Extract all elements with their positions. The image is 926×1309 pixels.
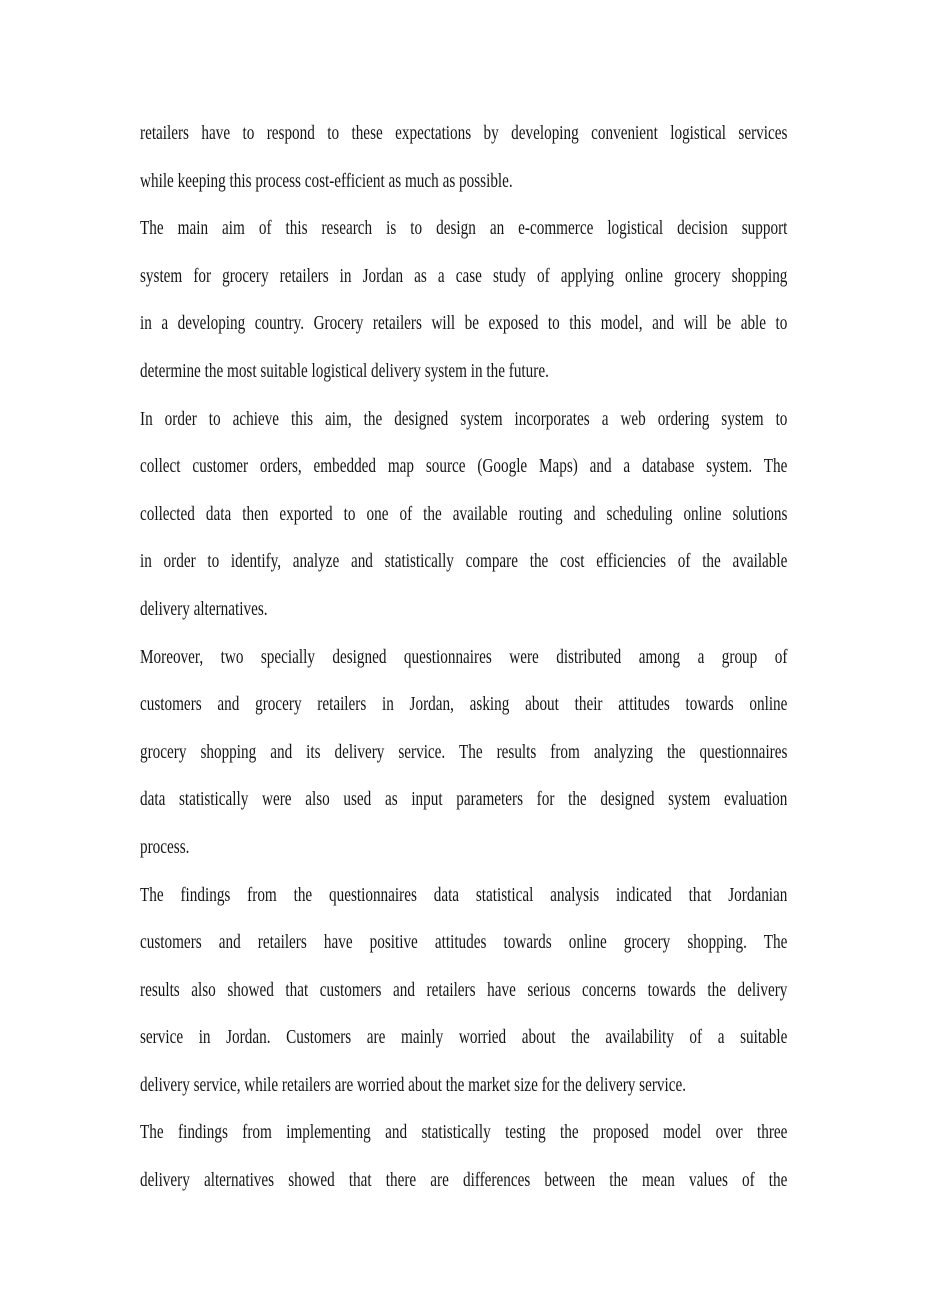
text-line: results also showed that customers and retailers have serious concerns towards the delivery [140,979,788,1001]
text-line: in order to identify, analyze and statistically compare the cost efficiencies of the available [140,551,788,573]
text-line: collect customer orders, embedded map source (Google Maps) and a database system. The [140,456,788,478]
text-line: retailers have to respond to these expectations by developing convenient logistical services [140,123,788,144]
text-line: data statistically were also used as input parameters for the designed system evaluation [140,789,788,811]
text-line: The main aim of this research is to design an e-commerce logistical decision support [140,218,788,240]
text-line: in a developing country. Grocery retailers will be exposed to this model, and will be able to [140,313,788,335]
text-line: delivery alternatives showed that there are differences between the mean values of the [140,1170,788,1192]
text-line: delivery service, while retailers are worried about the market size for the delivery service. [140,1074,687,1096]
text-line: service in Jordan. Customers are mainly worried about the availability of a suitable [140,1027,788,1049]
abstract-text-column [140,110,787,1205]
text-line: while keeping this process cost-efficient as much as possible. [140,170,513,192]
text-line: customers and grocery retailers in Jordan, asking about their attitudes towards online [140,694,788,716]
text-line: collected data then exported to one of the available routing and scheduling online solutions [140,503,788,525]
text-line: process. [140,836,190,858]
text-line: The findings from implementing and statistically testing the proposed model over three [140,1122,788,1144]
text-line: grocery shopping and its delivery service. The results from analyzing the questionnaires [140,741,788,763]
text-line: customers and retailers have positive attitudes towards online grocery shopping. The [140,932,788,954]
text-line: determine the most suitable logistical delivery system in the future. [140,360,549,382]
text-line: The findings from the questionnaires data statistical analysis indicated that Jordanian [140,884,788,906]
text-line: In order to achieve this aim, the designed system incorporates a web ordering system to [140,408,788,430]
text-line: system for grocery retailers in Jordan as a case study of applying online grocery shopping [140,265,788,287]
text-line: delivery alternatives. [140,598,268,620]
text-line: Moreover, two specially designed questionnaires were distributed among a group of [140,646,788,668]
